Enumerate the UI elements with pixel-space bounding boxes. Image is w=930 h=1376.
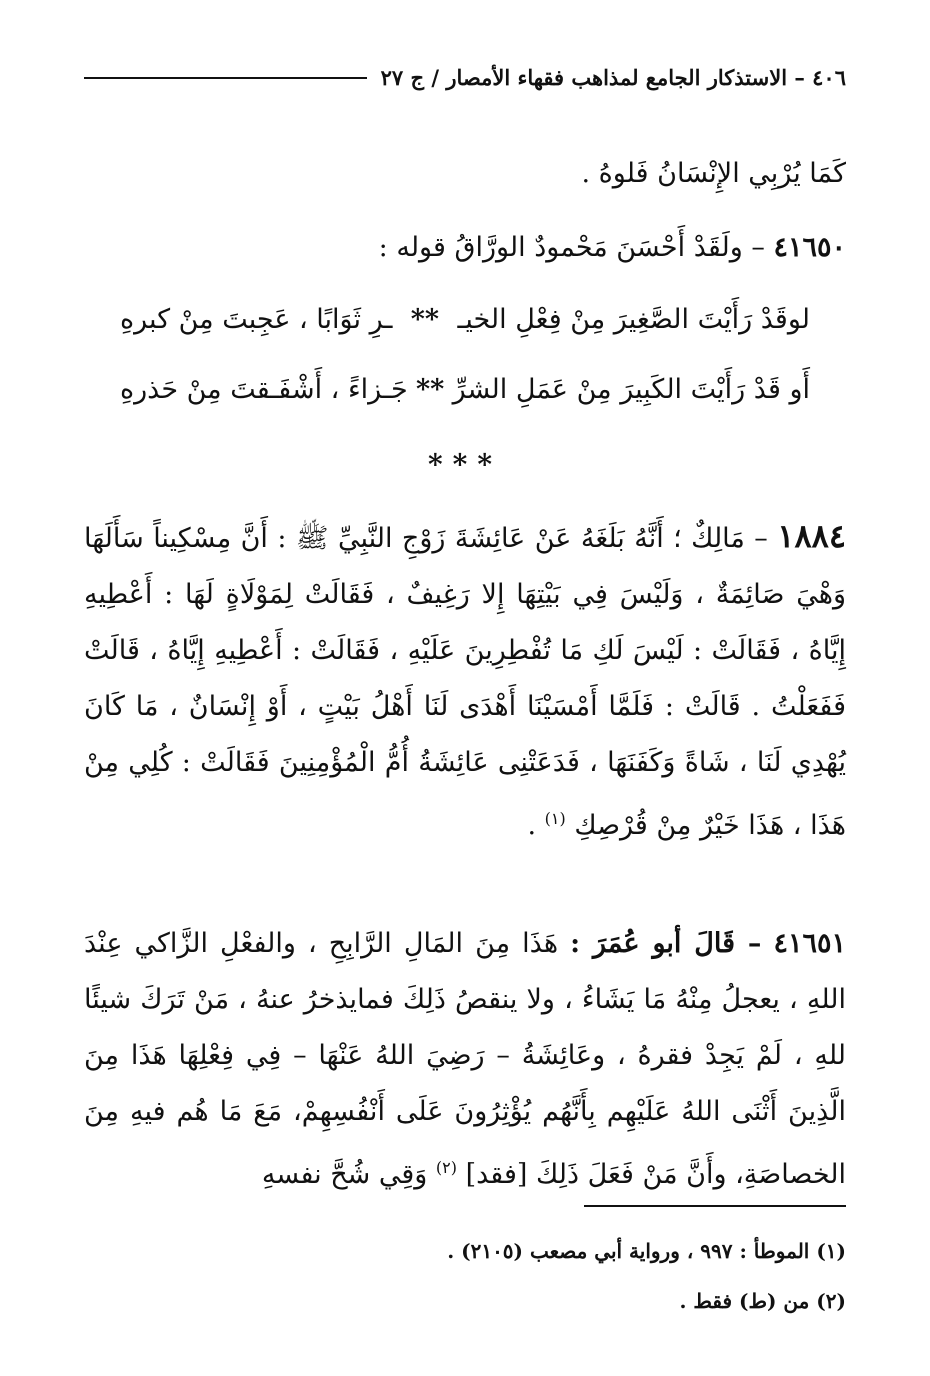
section-divider-stars: ***: [428, 448, 502, 481]
hadith-number: ١٨٨٤: [777, 517, 846, 555]
footnote: (١) الموطأ : ٩٩٧ ، ورواية أبي مصعب (٢١٠٥) .: [447, 1239, 846, 1263]
footnote-rule: [584, 1205, 846, 1207]
paragraph-number: ٤١٦٥٠: [773, 232, 846, 263]
paragraph-lead: – قَالَ أبو عُمَرَ :: [570, 928, 762, 959]
verse-first-half: أَو قَدْ رَأَيْتَ الكَبِيرَ مِنْ عَمَلِ الشرِّ: [452, 374, 810, 405]
hadith-body: – مَالِكٌ ؛ أَنَّهُ بَلَغَهُ عَنْ عَائِشَةَ زَوْجِ النَّبِيِّ ﷺ : أَنَّ مِسْكِيناً سَأَلَهَا وَهْيَ صَائِمَةٌ ، وَلَيْسَ فِي بَيْتِهَا إِلا رَغِيفٌ ، فَقَالَتْ لِمَوْلَاةٍ لَهَا : أَعْطِيهِ إِيَّاهُ ، فَقَالَتْ : لَيْسَ لَكِ مَا تُفْطِرِينَ عَلَيْهِ ، فَقَالَتْ : أَعْطِيهِ إِيَّاهُ ، قَالَتْ فَفَعَلْتُ . قَالَتْ : فَلَمَّا أَمْسَيْنَا أَهْدَى لَنَا أَهْلُ بَيْتٍ ، أَوْ إِنْسَانٌ ، مَا كَانَ يُهْدِي لَنَا ، شَاةً وَكَفَنَهَا ، فَدَعَتْنِى عَائِشَةُ أُمُّ الْمُؤْمِنِينَ فَقَالَتْ : كُلِي مِنْ هَذَا ، هَذَا خَيْرٌ مِنْ قُرْصِكِ: [84, 523, 846, 841]
paragraph-number: ٤١٦٥١: [773, 928, 846, 959]
verse-line: [120, 362, 810, 418]
verse-first-half: لوقَدْ رَأَيْتَ الصَّغِيرَ مِنْ فِعْلِ الخيـ: [457, 304, 810, 335]
verse-second-half: جَـزاءً ، أَشْفَـقتَ مِنْ حَذرهِ: [120, 374, 408, 405]
footnote-ref: (٢): [435, 1158, 457, 1177]
header-rule: [84, 77, 367, 79]
paragraph-4165: [84, 220, 846, 276]
verse-line: [120, 292, 810, 348]
verse-second-half: ـرِ ثَوَابًا ، عَجِبتَ مِنْ كبرهِ: [120, 304, 393, 335]
page-header: [84, 62, 846, 92]
paragraph-tail: وَقِي شُحَّ نفسهِ: [261, 1159, 428, 1190]
footnote: (٢) من (ط) فقط .: [679, 1289, 846, 1313]
paragraph-text: – ولَقَدْ أَحْسَنَ مَحْمودٌ الورَّاقُ قوله :: [378, 232, 765, 263]
verse-separator: **: [410, 304, 440, 335]
intro-line: كَمَا يُرْبِي الإِنْسَانُ فَلوهُ .: [581, 158, 846, 189]
paragraph-body: هَذَا مِنَ المَالِ الرَّابِحِ ، والفعْلِ الزَّاكي عِنْدَ اللهِ ، يعجلُ مِنْهُ مَا يَشَاءُ ، ولا ينقصُ ذَلِكَ فمايذخرُ عنهُ ، مَنْ تَرَكَ شيئًا للهِ ، لَمْ يَجِدْ فقرهُ ، وعَائِشَةُ – رَضِيَ اللهُ عَنْهَا – فِي فِعْلِهَا هَذَا مِنَ الَّذِينَ أَثْنَى اللهُ عَلَيْهِم بِأَنَّهُم يُؤْثِرُونَ عَلَى أَنْفُسِهِمْ، مَعَ مَا هُم فيهِ مِنَ الخصاصَةِ، وأَنَّ مَنْ فَعَلَ ذَلِكَ [فقد]: [84, 928, 846, 1190]
hadith-paragraph: [84, 508, 846, 854]
footnote-ref: (١): [544, 809, 566, 828]
paragraph-4166: [84, 916, 846, 1203]
hadith-end: .: [527, 810, 537, 841]
verse-separator: **: [416, 374, 445, 405]
running-header: ٤٠٦ – الاستذكار الجامع لمذاهب فقهاء الأمصار / ج ٢٧: [380, 64, 846, 90]
